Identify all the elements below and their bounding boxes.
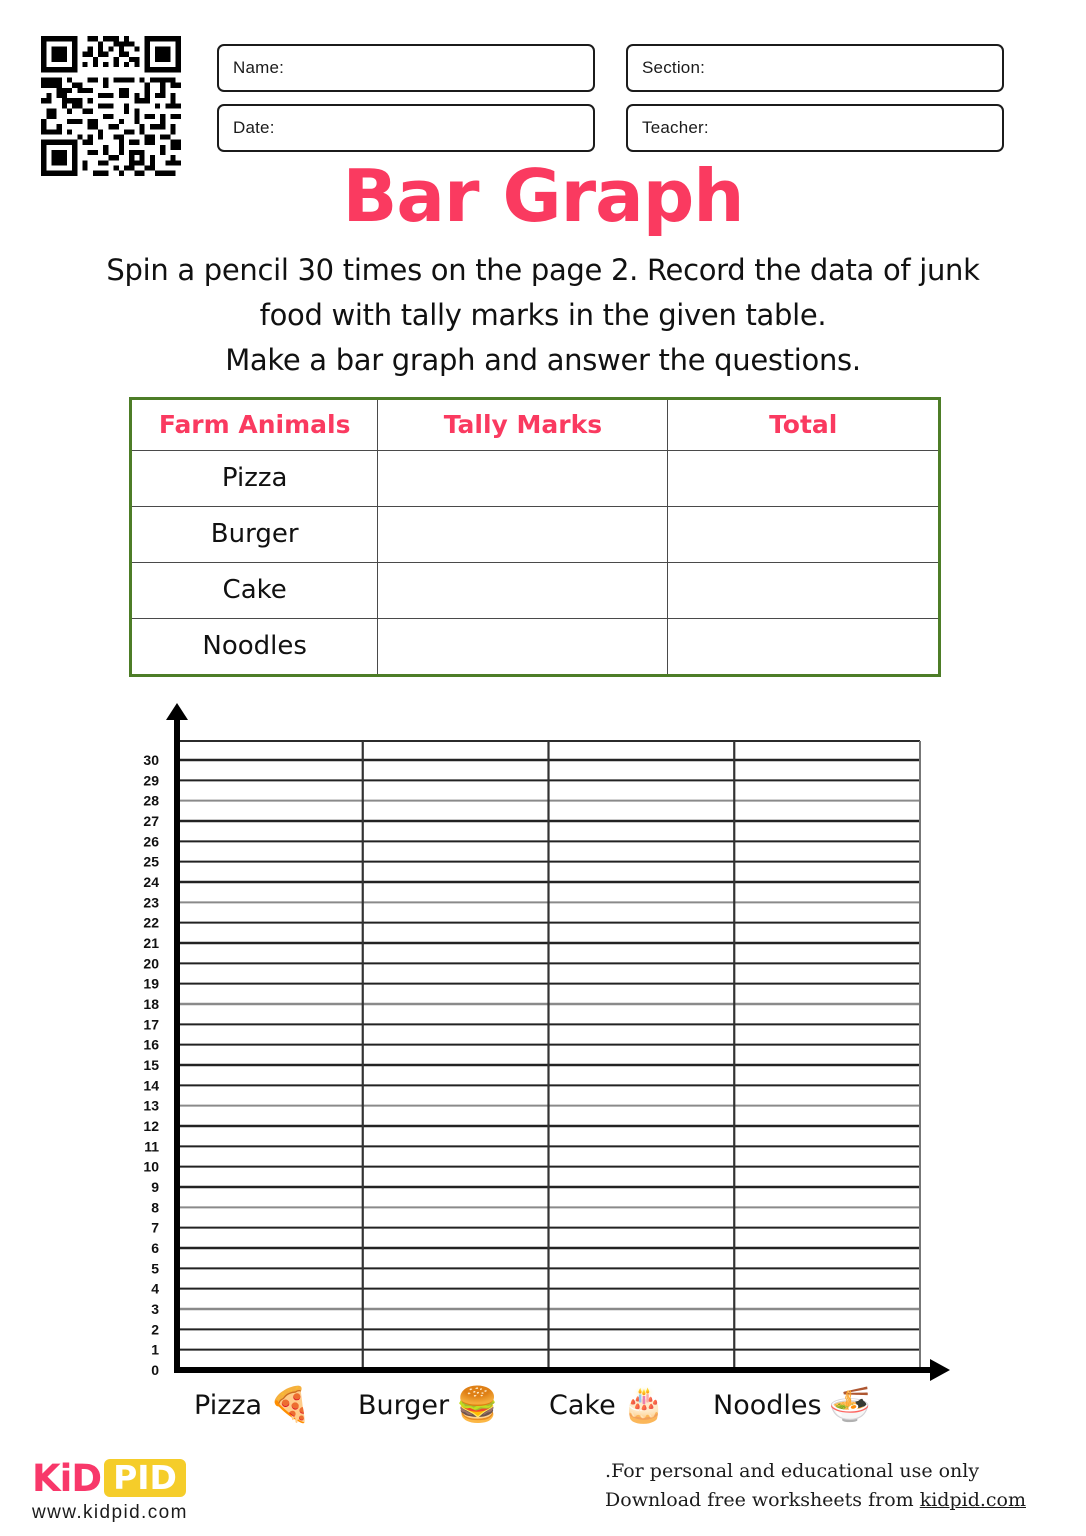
teacher-field[interactable] bbox=[626, 104, 1004, 152]
footer-line-2-prefix: Download free worksheets from bbox=[605, 1489, 920, 1511]
y-axis-tick-11: 11 bbox=[144, 1138, 159, 1155]
kidpid-link[interactable]: kidpid.com bbox=[919, 1489, 1026, 1511]
total-cell-pizza[interactable] bbox=[668, 450, 938, 506]
y-axis-tick-18: 18 bbox=[143, 996, 159, 1012]
section-field[interactable] bbox=[626, 44, 1004, 92]
x-axis-label-noodles bbox=[713, 1385, 871, 1425]
x-axis-label-burger bbox=[358, 1385, 499, 1425]
y-axis-tick-10: 10 bbox=[143, 1158, 159, 1175]
y-axis-tick-4: 4 bbox=[151, 1280, 159, 1297]
x-axis-label-pizza-text: Pizza bbox=[194, 1389, 263, 1421]
date-field[interactable] bbox=[217, 104, 595, 152]
kidpid-logo-mark bbox=[32, 1458, 188, 1498]
y-axis-tick-12: 12 bbox=[143, 1118, 159, 1134]
x-axis-label-noodles-text: Noodles bbox=[713, 1389, 822, 1421]
y-axis-tick-8: 8 bbox=[151, 1199, 159, 1216]
x-axis-label-cake-text: Cake bbox=[549, 1389, 616, 1421]
y-axis-tick-14: 14 bbox=[143, 1077, 159, 1094]
y-axis-tick-16: 16 bbox=[143, 1036, 159, 1053]
row-label-pizza: Pizza bbox=[132, 450, 378, 506]
table-row bbox=[132, 618, 938, 674]
row-label-cake: Cake bbox=[132, 562, 378, 618]
footer-line-2 bbox=[605, 1486, 1026, 1515]
total-cell-burger[interactable] bbox=[668, 506, 938, 562]
y-axis-tick-15: 15 bbox=[143, 1057, 159, 1073]
total-cell-noodles[interactable] bbox=[668, 618, 938, 674]
instructions-text bbox=[93, 248, 993, 383]
name-field[interactable] bbox=[217, 44, 595, 92]
y-axis-tick-3: 3 bbox=[151, 1301, 159, 1317]
column-header-total: Total bbox=[668, 400, 938, 450]
x-axis-label-cake bbox=[549, 1385, 666, 1425]
x-axis-label-pizza bbox=[194, 1385, 312, 1425]
cake-icon: 🎂 bbox=[622, 1385, 666, 1425]
instructions-line-1: Spin a pencil 30 times on the page 2. Record the data of junk bbox=[106, 253, 980, 287]
y-axis-tick-26: 26 bbox=[143, 833, 159, 850]
instructions-line-3: Make a bar graph and answer the questions. bbox=[225, 343, 861, 377]
y-axis-tick-13: 13 bbox=[143, 1097, 159, 1114]
y-axis-tick-20: 20 bbox=[143, 955, 159, 972]
table-header-row bbox=[132, 400, 938, 450]
name-field-label: Name: bbox=[233, 58, 285, 77]
logo-kid-text: KiD bbox=[32, 1456, 102, 1500]
y-axis-tick-1: 1 bbox=[151, 1341, 159, 1358]
y-axis-tick-6: 6 bbox=[151, 1240, 159, 1256]
footer-notice bbox=[605, 1457, 1026, 1515]
qr-code-icon[interactable] bbox=[36, 31, 186, 181]
y-axis-tick-27: 27 bbox=[143, 813, 159, 829]
instructions-line-2: food with tally marks in the given table. bbox=[259, 298, 827, 332]
table-row bbox=[132, 562, 938, 618]
section-field-label: Section: bbox=[642, 58, 706, 77]
y-axis-tick-2: 2 bbox=[151, 1321, 159, 1338]
y-axis-tick-23: 23 bbox=[143, 894, 159, 911]
table-row bbox=[132, 506, 938, 562]
tally-table bbox=[129, 397, 941, 677]
teacher-field-label: Teacher: bbox=[642, 118, 709, 137]
y-axis-tick-17: 17 bbox=[143, 1016, 159, 1033]
y-axis-tick-29: 29 bbox=[143, 772, 159, 789]
y-axis-tick-19: 19 bbox=[143, 975, 159, 992]
row-label-burger: Burger bbox=[132, 506, 378, 562]
kidpid-logo[interactable] bbox=[32, 1458, 188, 1524]
y-axis-tick-30: 30 bbox=[143, 752, 159, 768]
y-axis-tick-21: 21 bbox=[143, 935, 159, 951]
date-field-label: Date: bbox=[233, 118, 275, 137]
x-axis-label-burger-text: Burger bbox=[358, 1389, 450, 1421]
bar-graph-area bbox=[0, 690, 1086, 1410]
tally-cell-pizza[interactable] bbox=[378, 450, 668, 506]
y-axis-tick-25: 25 bbox=[143, 853, 159, 870]
page-title: Bar Graph bbox=[342, 154, 744, 238]
logo-url-text: www.kidpid.com bbox=[32, 1502, 188, 1523]
y-axis-tick-24: 24 bbox=[143, 874, 159, 890]
pizza-icon: 🍕 bbox=[269, 1385, 312, 1425]
y-axis-tick-5: 5 bbox=[151, 1260, 159, 1277]
y-axis-arrow bbox=[166, 703, 188, 720]
burger-icon: 🍔 bbox=[456, 1385, 499, 1425]
y-axis-tick-28: 28 bbox=[143, 792, 159, 809]
column-header-category: Farm Animals bbox=[132, 400, 378, 450]
row-label-noodles: Noodles bbox=[132, 618, 378, 674]
y-axis-tick-22: 22 bbox=[143, 914, 159, 931]
table-row bbox=[132, 450, 938, 506]
column-header-tally: Tally Marks bbox=[378, 400, 668, 450]
footer-line-1: .For personal and educational use only bbox=[605, 1460, 980, 1482]
x-axis-arrow bbox=[930, 1359, 950, 1381]
y-axis-tick-0: 0 bbox=[151, 1362, 159, 1378]
y-axis-tick-7: 7 bbox=[151, 1219, 159, 1236]
noodles-icon: 🍜 bbox=[828, 1385, 871, 1425]
logo-pid-text: PID bbox=[113, 1458, 177, 1497]
y-axis-tick-9: 9 bbox=[151, 1179, 159, 1195]
total-cell-cake[interactable] bbox=[668, 562, 938, 618]
tally-cell-cake[interactable] bbox=[378, 562, 668, 618]
tally-cell-burger[interactable] bbox=[378, 506, 668, 562]
logo-pid-badge bbox=[104, 1459, 186, 1497]
tally-cell-noodles[interactable] bbox=[378, 618, 668, 674]
